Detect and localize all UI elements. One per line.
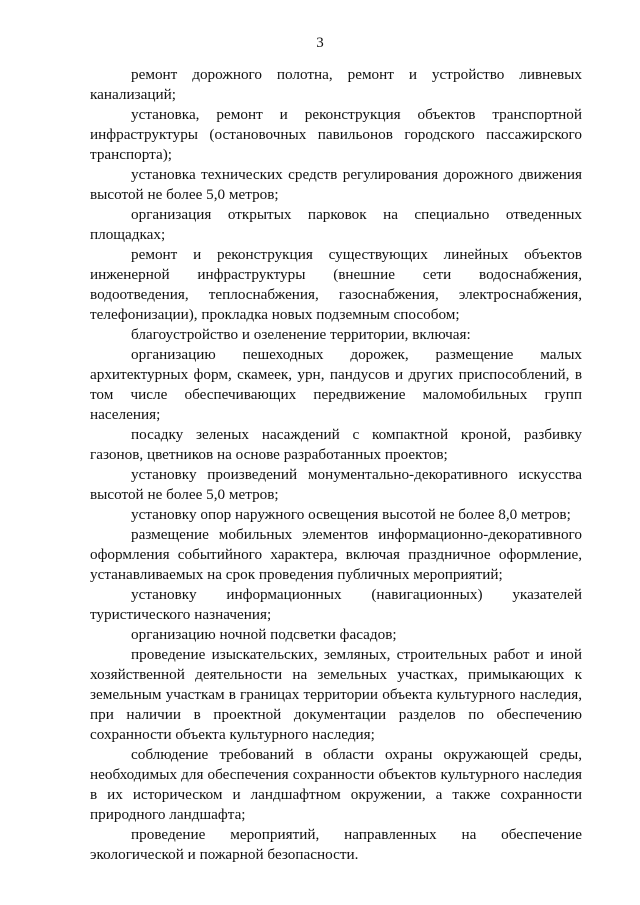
paragraph: установку информационных (навигационных) указателей туристического назначения; xyxy=(90,586,582,623)
paragraph: организацию ночной подсветки фасадов; xyxy=(131,626,397,643)
page-number: 3 xyxy=(316,35,324,51)
paragraph: размещение мобильных элементов информационно-декоративного оформления событийного характера, включая праздничное оформление, устанавливаемых на срок проведения публичных мероприятий; xyxy=(90,526,582,583)
paragraph: ремонт и реконструкция существующих линейных объектов инженерной инфраструктуры (внешние сети водоснабжения, водоотведения, теплоснабжения, газоснабжения, электроснабжения, телефонизации), прокладка новых подземным способом; xyxy=(90,246,582,323)
paragraph: установку произведений монументально-декоративного искусства высотой не более 5,0 метров; xyxy=(90,466,582,503)
paragraph: установку опор наружного освещения высотой не более 8,0 метров; xyxy=(131,506,571,523)
paragraph: организация открытых парковок на специально отведенных площадках; xyxy=(90,206,582,243)
paragraph: проведение изыскательских, земляных, строительных работ и иной хозяйственной деятельности на земельных участках, примыкающих к земельным участкам в границах территории объекта культурного наследия, при наличии в проектной документации разделов по обеспечению сохранности объекта культурного наследия; xyxy=(90,646,582,743)
paragraph: проведение мероприятий, направленных на обеспечение экологической и пожарной безопасности. xyxy=(90,826,582,863)
paragraph: установка, ремонт и реконструкция объектов транспортной инфраструктуры (остановочных павильонов городского пассажирского транспорта); xyxy=(90,106,582,163)
paragraph: ремонт дорожного полотна, ремонт и устройство ливневых канализаций; xyxy=(90,66,582,103)
paragraph: организацию пешеходных дорожек, размещение малых архитектурных форм, скамеек, урн, пандусов и других приспособлений, в том числе обеспечивающих передвижение маломобильных групп населения; xyxy=(90,346,582,423)
document-body xyxy=(90,65,582,865)
paragraph: установка технических средств регулирования дорожного движения высотой не более 5,0 метров; xyxy=(90,166,582,203)
paragraph: соблюдение требований в области охраны окружающей среды, необходимых для обеспечения сохранности объектов культурного наследия в их историческом и ландшафтном окружении, а также сохранности природного ландшафта; xyxy=(90,746,582,823)
paragraph: посадку зеленых насаждений с компактной кроной, разбивку газонов, цветников на основе разработанных проектов; xyxy=(90,426,582,463)
paragraph: благоустройство и озеленение территории, включая: xyxy=(131,326,471,343)
